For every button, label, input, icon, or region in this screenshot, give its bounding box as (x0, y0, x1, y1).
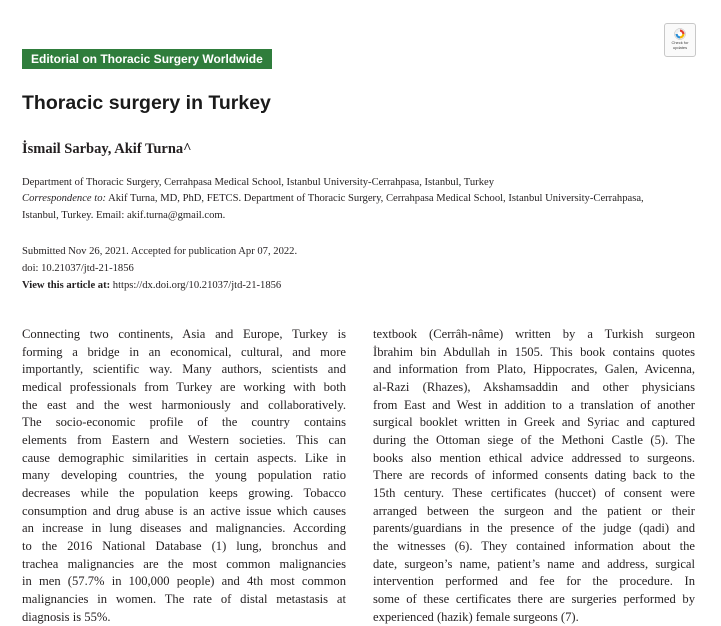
body-text-line: many developing countries, the young population ratio (22, 467, 346, 485)
body-text-line: trachea malignancies are the most common malignancies (22, 556, 346, 574)
body-text-line: forming a bridge in an economical, cultural, and more (22, 344, 346, 362)
article-metadata (22, 243, 297, 294)
affiliation: Department of Thoracic Surgery, Cerrahpasa Medical School, Istanbul University-Cerrahpasa, Istanbul, Turkey (22, 175, 702, 191)
view-article-label: View this article at: (22, 280, 110, 291)
body-column-right (373, 326, 695, 626)
body-text-line: malignancies in women. The rate of distal metastasis at (22, 591, 346, 609)
body-text-line: experienced (hazik) female surgeons (7). (373, 609, 695, 626)
article-url[interactable]: https://dx.doi.org/10.21037/jtd-21-1856 (110, 280, 281, 291)
body-text-line: elements from Eastern and Western societies. This can (22, 432, 346, 450)
affiliation-block (22, 175, 702, 224)
body-text-line: al-Razi (Rhazes), Akshamsaddin and other physicians (373, 379, 695, 397)
body-text-line: date, surgeon’s name, patient’s name and address, surgical (373, 556, 695, 574)
view-article-line (22, 277, 297, 294)
author-list: İsmail Sarbay, Akif Turna^ (22, 141, 192, 158)
body-text-line: intervention performed and fee for the procedure. In (373, 573, 695, 591)
body-text-line: 15th century. These certificates (huccet) of consent were (373, 485, 695, 503)
body-text-line: diagnosis is 55%. (22, 609, 346, 626)
doi: doi: 10.21037/jtd-21-1856 (22, 260, 297, 277)
body-text-line: cause demographic similarities in certain aspects. Like in (22, 450, 346, 468)
body-text-line: some of these certificates there are surgeries performed by (373, 591, 695, 609)
body-text-line: during the Ottoman siege of the Methoni Castle (5). The (373, 432, 695, 450)
body-text-line: and information from Plato, Hippocrates, Galen, Avicenna, (373, 361, 695, 379)
body-column-left (22, 326, 346, 626)
body-text-line: the witnesses (6). They contained information about the (373, 538, 695, 556)
body-text-line: parents/guardians in the presence of the judge (qadi) and (373, 520, 695, 538)
correspondence-details: Akif Turna, MD, PhD, FETCS. Department of Thoracic Surgery, Cerrahpasa Medical School, Istanbul University-Cerrahpasa, (106, 193, 644, 204)
body-text-line: in men (57.7% in 100,000 people) and 4th most common (22, 573, 346, 591)
correspondence (22, 191, 702, 207)
body-text-line: arranged between the surgeon and the patient or their (373, 503, 695, 521)
body-text-line: consumption and drug abuse is an active issue which causes (22, 503, 346, 521)
body-text-line: The socio-economic profile of the country contains (22, 414, 346, 432)
body-text-line: İbrahim bin Abdullah in 1505. This book contains quotes (373, 344, 695, 362)
body-text-line: There are records of informed consents dating back to the (373, 467, 695, 485)
body-text-line: surgical booklet written in Greek and Syriac and captured (373, 414, 695, 432)
body-text-line: importantly, scientific way. Many authors, scientists and (22, 361, 346, 379)
body-text-line: to the 2016 National Database (1) lung, bronchus and (22, 538, 346, 556)
body-text-line: the east and the west harmoniously and collaboratively. (22, 397, 346, 415)
body-text-line: an increase in lung diseases and malignancies. According (22, 520, 346, 538)
body-text-line: decreases while the population keeps growing. Tobacco (22, 485, 346, 503)
submission-dates: Submitted Nov 26, 2021. Accepted for publication Apr 07, 2022. (22, 243, 297, 260)
body-text-line: Connecting two continents, Asia and Europe, Turkey is (22, 326, 346, 344)
section-tag: Editorial on Thoracic Surgery Worldwide (22, 49, 272, 69)
check-for-updates-label: Check for updates (671, 41, 688, 50)
check-for-updates-icon (674, 28, 686, 40)
check-for-updates-badge[interactable] (664, 23, 696, 57)
correspondence-address: Istanbul, Turkey. Email: akif.turna@gmail.com. (22, 208, 702, 224)
article-title: Thoracic surgery in Turkey (22, 92, 271, 115)
correspondence-label: Correspondence to: (22, 193, 106, 204)
body-text-line: books also mention ethical advice addressed to surgeons. (373, 450, 695, 468)
body-text-line: textbook (Cerrâh-nâme) written by a Turkish surgeon (373, 326, 695, 344)
body-text-line: from East and West in addition to a translation of another (373, 397, 695, 415)
body-text-line: medical professionals from Turkey are working with both (22, 379, 346, 397)
